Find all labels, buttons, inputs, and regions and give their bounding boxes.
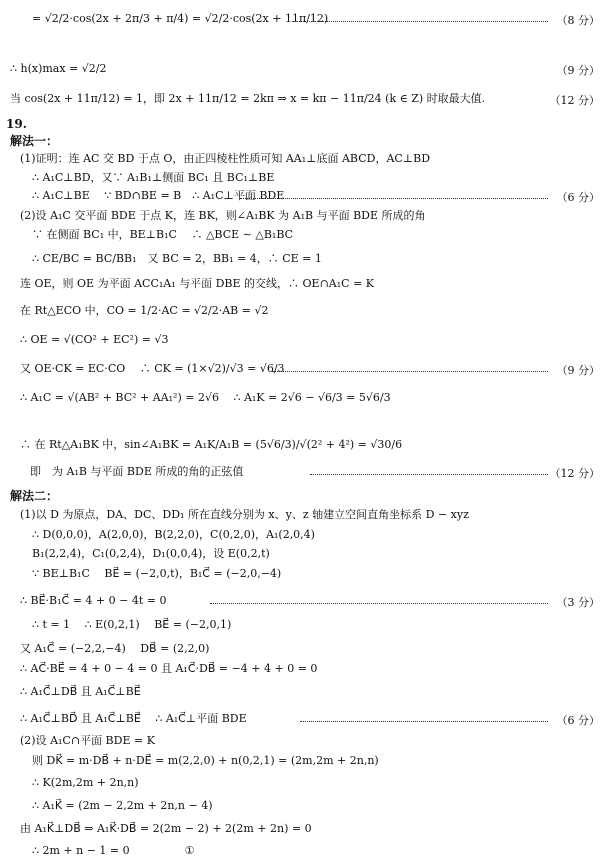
solution-line: ∴ A₁C⊥BD，又∵ A₁B₁⊥侧面 BC₁ 且 BC₁⊥BE	[32, 171, 275, 184]
solution-line: ∴ D(0,0,0)，A(2,0,0)，B(2,2,0)，C(0,2,0)，A₁(2,0,4)	[32, 528, 315, 541]
solution-line: ∵ BE⊥B₁C BE⃗ = (−2,0,t)，B₁C⃗ = (−2,0,−4)	[32, 567, 282, 580]
solution-line: 在 Rt△ECO 中，CO = 1/2·AC = √2/2·AB = √2	[20, 304, 269, 317]
solution-line: ∴ 2m + n − 1 = 0 ①	[32, 844, 195, 857]
score-mark: （12 分）	[549, 94, 600, 107]
solution-line: 连 OE，则 OE 为平面 ACC₁A₁ 与平面 DBE 的交线，∴ OE∩A₁C = K	[20, 277, 375, 290]
solution-line: ∴ A₁C⃗⊥BD⃗ 且 A₁C⃗⊥BE⃗ ∴ A₁C⃗⊥平面 BDE	[20, 712, 247, 725]
solution-line: ∴ h(x)max = √2/2	[10, 62, 107, 75]
score-mark: （9 分）	[556, 64, 600, 77]
score-mark: （3 分）	[556, 596, 600, 609]
solution-line: ∴ BE⃗·B₁C⃗ = 4 + 0 − 4t = 0	[20, 594, 167, 607]
solution-line: ∴ K(2m,2m + 2n,n)	[32, 776, 139, 789]
score-mark: （6 分）	[556, 714, 600, 727]
solution-line: 解法一：	[10, 134, 59, 148]
solution-line: 则 DK⃗ = m·DB⃗ + n·DE⃗ = m(2,2,0) + n(0,2,1) = (2m,2m + 2n,n)	[32, 754, 379, 767]
solution-line: (2)设 A₁C∩平面 BDE = K	[20, 734, 155, 747]
leader-dots	[300, 721, 548, 722]
solution-line: 19.	[6, 117, 27, 131]
solution-line: ∵ 在侧面 BC₁ 中，BE⊥B₁C ∴ △BCE ∼ △B₁BC	[32, 228, 294, 241]
score-mark: （8 分）	[556, 14, 600, 27]
solution-line: 解法二：	[10, 489, 59, 503]
solution-line: 又 OE·CK = EC·CO ∴ CK = (1×√2)/√3 = √6/3	[20, 362, 285, 375]
solution-line: ∴ 在 Rt△A₁BK 中，sin∠A₁BK = A₁K/A₁B = (5√6/3)/√(2² + 4²) = √30/6	[20, 438, 403, 451]
solution-line: 又 A₁C⃗ = (−2,2,−4) DB⃗ = (2,2,0)	[20, 642, 210, 655]
solution-line: 即 为 A₁B 与平面 BDE 所成的角的正弦值	[30, 465, 244, 478]
leader-dots	[210, 603, 548, 604]
solution-line: ∴ AC⃗·BE⃗ = 4 + 0 − 4 = 0 且 A₁C⃗·DB⃗ = −4 + 4 + 0 = 0	[20, 662, 318, 675]
score-mark: （6 分）	[556, 191, 600, 204]
solution-line: 当 cos(2x + 11π/12) = 1，即 2x + 11π/12 = 2kπ ⇒ x = kπ − 11π/24 (k ∈ Z) 时取最大值.	[10, 92, 486, 105]
score-mark: （9 分）	[556, 364, 600, 377]
solution-line: ∴ A₁C = √(AB² + BC² + AA₁²) = 2√6 ∴ A₁K = 2√6 − √6/3 = 5√6/3	[20, 391, 391, 404]
solution-line: ∴ t = 1 ∴ E(0,2,1) BE⃗ = (−2,0,1)	[32, 618, 232, 631]
solution-line: (1)证明：连 AC 交 BD 于点 O，由正四棱柱性质可知 AA₁⊥底面 ABCD，AC⊥BD	[20, 152, 431, 165]
solution-line: ∴ A₁C⃗⊥DB⃗ 且 A₁C⃗⊥BE⃗	[20, 685, 141, 698]
leader-dots	[292, 21, 548, 22]
solution-line: B₁(2,2,4)，C₁(0,2,4)，D₁(0,0,4)，设 E(0,2,t)	[32, 547, 270, 560]
solution-line: = √2/2·cos(2x + 2π/3 + π/4) = √2/2·cos(2x + 11π/12)	[32, 12, 329, 25]
solution-line: ∴ OE = √(CO² + EC²) = √3	[20, 333, 169, 346]
leader-dots	[272, 371, 548, 372]
solution-line: (1)以 D 为原点，DA、DC、DD₁ 所在直线分别为 x、y、z 轴建立空间直角坐标系 D − xyz	[20, 508, 469, 521]
solution-line: ∴ CE/BC = BC/BB₁ 又 BC = 2，BB₁ = 4，∴ CE = 1	[32, 252, 322, 265]
leader-dots	[240, 198, 548, 199]
score-mark: （12 分）	[549, 467, 600, 480]
solution-line: 由 A₁K⃗⊥DB⃗ ⇒ A₁K⃗·DB⃗ = 2(2m − 2) + 2(2m + 2n) = 0	[20, 822, 312, 835]
solution-line: (2)设 A₁C 交平面 BDE 于点 K，连 BK，则∠A₁BK 为 A₁B 与平面 BDE 所成的角	[20, 209, 426, 222]
solution-line: ∴ A₁C⊥BE ∵ BD∩BE = B ∴ A₁C⊥平面 BDE	[32, 189, 285, 202]
solution-line: ∴ A₁K⃗ = (2m − 2,2m + 2n,n − 4)	[32, 799, 213, 812]
leader-dots	[310, 474, 548, 475]
